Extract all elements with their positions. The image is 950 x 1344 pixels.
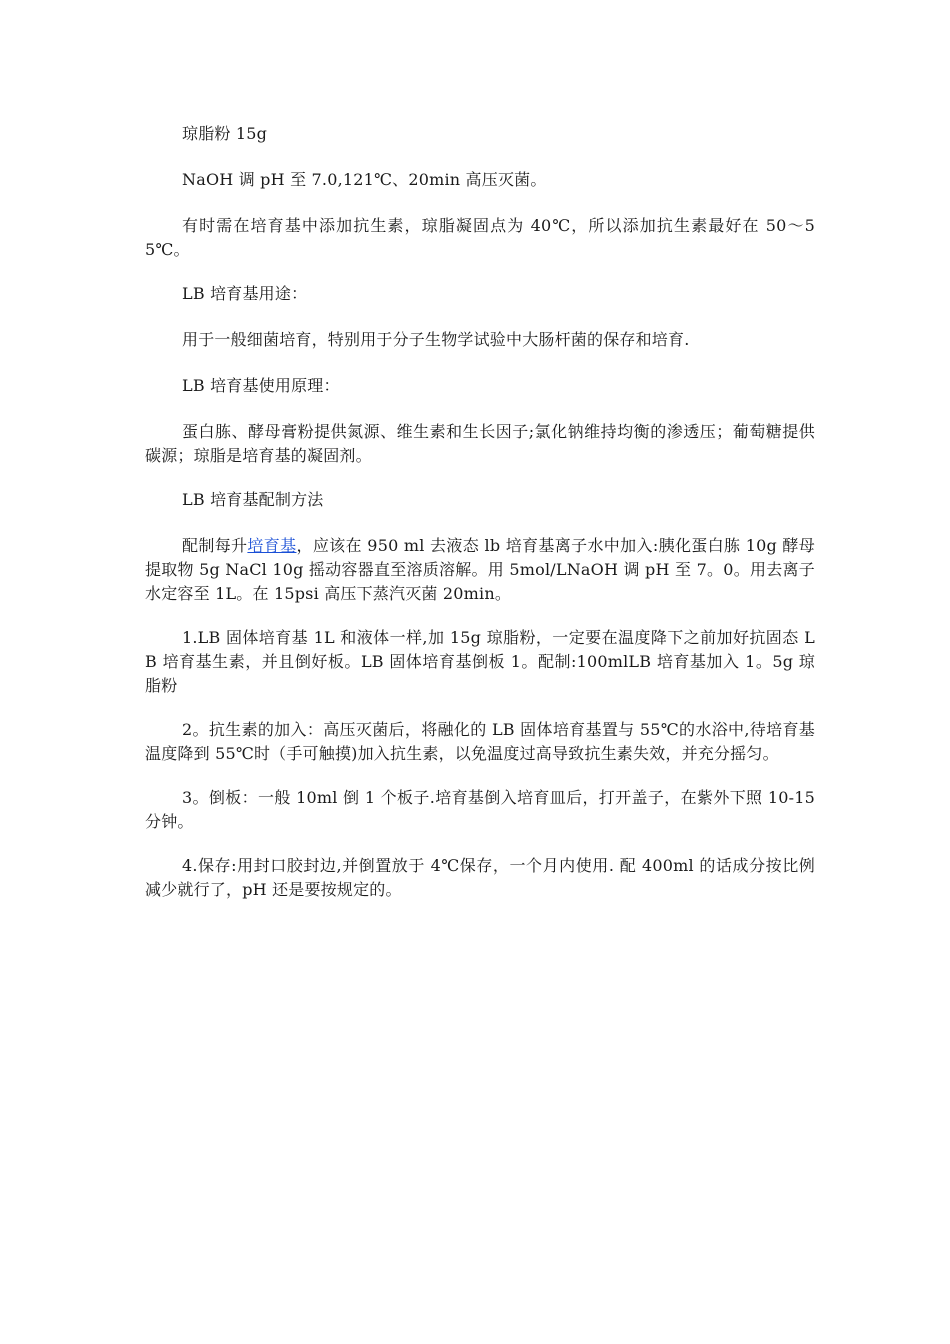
paragraph-naoh-ph: NaOH 调 pH 至 7.0,121℃、20min 高压灭菌。 [182, 170, 547, 189]
paragraph-lb-preparation [145, 534, 815, 606]
document-page [145, 122, 815, 922]
paragraph-step-3: 3。倒板：一般 10ml 倒 1 个板子.培育基倒入培育皿后，打开盖子，在紫外下照 10-15 分钟。 [145, 788, 815, 831]
paragraph-lb-principle: 蛋白胨、酵母膏粉提供氮源、维生素和生长因子;氯化钠维持均衡的渗透压；葡萄糖提供碳源；琼脂是培育基的凝固剂。 [145, 422, 815, 465]
heading-lb-principle: LB 培育基使用原理： [182, 376, 340, 395]
paragraph-step-4: 4.保存:用封口胶封边,并倒置放于 4℃保存，一个月内使用. 配 400ml 的话成分按比例减少就行了，pH 还是要按规定的。 [145, 856, 815, 899]
heading-lb-usage: LB 培育基用途： [182, 284, 308, 303]
paragraph-step-2: 2。抗生素的加入：高压灭菌后，将融化的 LB 固体培育基置与 55℃的水浴中,待培育基温度降到 55℃时（手可触摸)加入抗生素，以免温度过高导致抗生素失效，并充分摇匀。 [145, 720, 815, 763]
preparation-text-after: ，应该在 950 ml 去液态 lb 培育基离子水中加入:胰化蛋白胨 10g 酵母提取物 5g NaCl 10g 摇动容器直至溶质溶解。用 5mol/LNaOH 调 pH 至 7。0。用去离子水定容至 1L。在 15psi 高压下蒸汽灭菌 20min。 [145, 536, 815, 603]
preparation-text-before: 配制每升 [182, 536, 248, 555]
paragraph-agar: 琼脂粉 15g [182, 124, 268, 143]
culture-medium-link[interactable]: 培育基 [247, 536, 297, 555]
heading-lb-preparation: LB 培育基配制方法 [182, 490, 324, 509]
paragraph-antibiotic-temp: 有时需在培育基中添加抗生素，琼脂凝固点为 40℃，所以添加抗生素最好在 50～55℃。 [145, 216, 815, 259]
paragraph-lb-usage: 用于一般细菌培育，特别用于分子生物学试验中大肠杆菌的保存和培育. [182, 330, 690, 349]
paragraph-step-1: 1.LB 固体培育基 1L 和液体一样,加 15g 琼脂粉，一定要在温度降下之前加好抗固态 LB 培育基生素，并且倒好板。LB 固体培育基倒板 1。配制:100mlLB 培育基加入 1。5g 琼脂粉 [145, 628, 815, 695]
